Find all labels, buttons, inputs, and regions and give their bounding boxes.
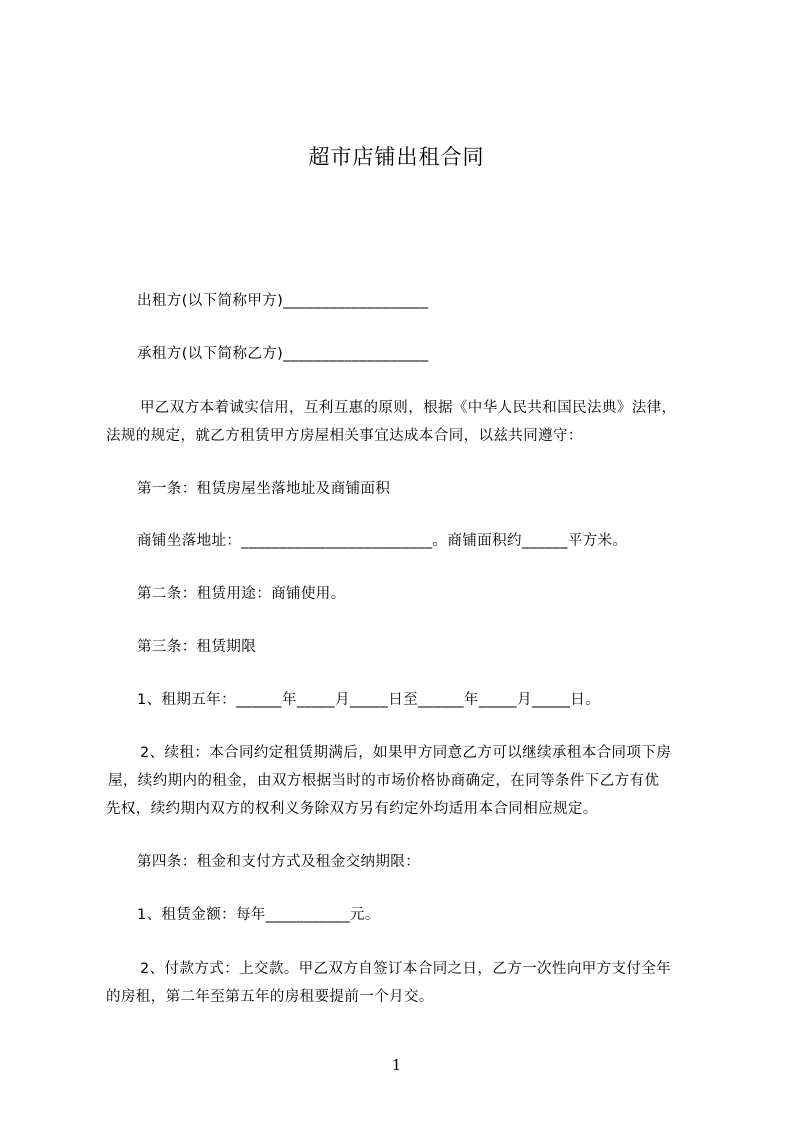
lessor-line: 出租方(以下简称甲方)___________________ — [137, 293, 429, 309]
page-number: 1 — [391, 1056, 402, 1074]
article-3-heading: 第三条：租赁期限 — [137, 639, 257, 655]
preamble-line-2: 法规的规定，就乙方租赁甲方房屋相关事宜达成本合同，以兹共同遵守： — [106, 428, 583, 444]
article-4-heading: 第四条：租金和支付方式及租金交纳期限： — [137, 854, 421, 870]
article-1-heading: 第一条：租赁房屋坐落地址及商铺面积 — [137, 481, 391, 497]
shop-address-line: 商铺坐落地址：_________________________。商铺面积约______平方米。 — [137, 533, 628, 549]
renewal-line-1: 2、续租：本合同约定租赁期满后，如果甲方同意乙方可以继续承租本合同项下房 — [140, 745, 672, 761]
payment-method-line-2: 的房租，第二年至第五年的房租要提前一个月交。 — [106, 989, 434, 1005]
payment-method-line-1: 2、付款方式：上交款。甲乙双方自签订本合同之日，乙方一次性向甲方支付全年 — [140, 961, 672, 977]
renewal-line-2: 屋，续约期内的租金，由双方根据当时的市场价格协商确定，在同等条件下乙方有优 — [108, 773, 660, 789]
preamble-line-1: 甲乙双方本着诚实信用，互利互惠的原则，根据《中华人民共和国民法典》法律， — [140, 400, 677, 416]
contract-title: 超市店铺出租合同 — [308, 145, 485, 169]
renewal-line-3: 先权，续约期内双方的权利义务除双方另有约定外均适用本合同相应规定。 — [106, 801, 598, 817]
lease-term-line: 1、租期五年：______年_____月_____日至______年_____月_____日。 — [137, 692, 601, 708]
lessee-line: 承租方(以下简称乙方)___________________ — [137, 346, 429, 362]
article-2-heading: 第二条：租赁用途：商铺使用。 — [137, 586, 346, 602]
rent-amount-line: 1、租赁金额：每年___________元。 — [137, 907, 380, 923]
